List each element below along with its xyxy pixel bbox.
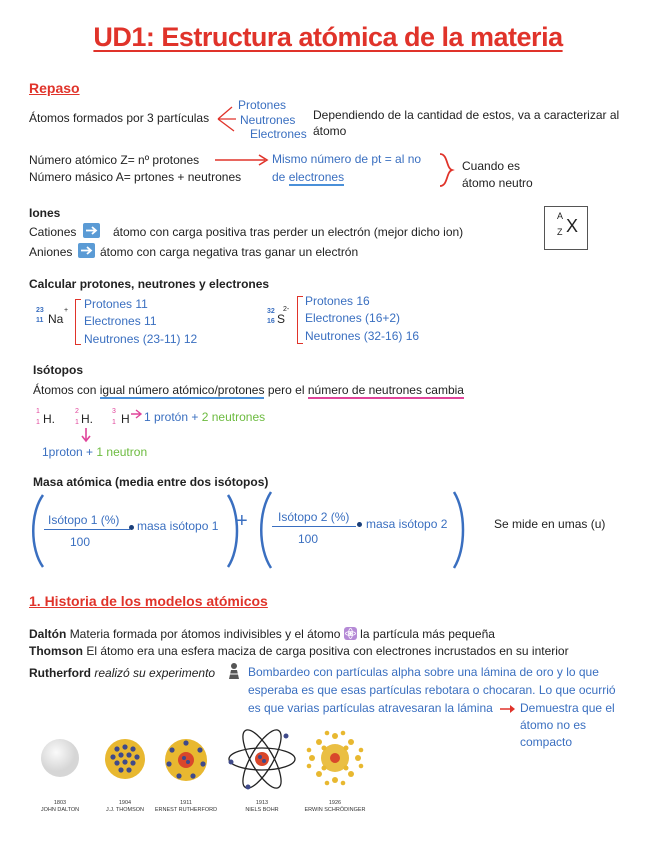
arrow-right-icon	[215, 154, 273, 166]
page-title: UD1: Estructura atómica de la materia	[93, 22, 563, 52]
s-electrones: Electrones (16+2)	[305, 311, 401, 325]
s-protones: Protones 16	[305, 294, 370, 308]
model-caption-dalton: 1803 JOHN DALTON	[40, 800, 80, 813]
exp-line-3: es que varias partículas atravesaran la lámina	[248, 701, 493, 715]
notation-x: X	[566, 216, 579, 236]
h2-mass: 2	[75, 408, 79, 415]
particle-protones: Protones	[238, 98, 287, 112]
masa1-label: masa isótopo 1	[137, 519, 219, 533]
h3-z: 1	[112, 419, 116, 426]
arrow-down-icon	[80, 428, 92, 444]
dot	[357, 522, 362, 527]
aniones-label: Aniones	[29, 245, 73, 259]
s-symbol: S	[277, 312, 286, 326]
paren-right	[452, 490, 466, 570]
numero-masico: Número másico A= prtones + neutrones	[29, 170, 242, 184]
unidad-text: Se mide en umas (u)	[494, 517, 606, 531]
h1-symbol: H.	[43, 412, 55, 426]
thomson-line: Thomson El átomo era una esfera maciza de carga positiva con electrones incrustados en su interior	[29, 644, 569, 658]
dalton-model	[40, 738, 80, 778]
h1-z: 1	[36, 419, 40, 426]
dot	[129, 525, 134, 530]
atom-icon	[344, 627, 357, 640]
cationes-text: átomo con carga positiva tras perder un electrón (mejor dicho ion)	[113, 225, 464, 239]
h3-note: 1 protón + 2 neutrones	[144, 410, 266, 424]
arrow-right-icon	[131, 408, 143, 420]
na-electrones: Electrones 11	[84, 314, 157, 328]
h3-mass: 3	[112, 408, 116, 415]
h3-symbol: H	[121, 412, 130, 426]
calcular-heading: Calcular protones, neutrones y electrones	[29, 277, 270, 291]
notation-z: Z	[557, 227, 563, 237]
dependiendo-text: Dependiendo de la cantidad de estos, va a caracterizar al	[313, 108, 620, 122]
model-caption-thomson: 1904 J.J. THOMSON	[105, 800, 145, 813]
de-electrones: de electrones	[272, 170, 345, 184]
den1: 100	[70, 535, 91, 549]
exp-line-2: esperaba es que esas partículas rebotara o chocaran. Lo que ocurrió	[248, 683, 616, 697]
den2: 100	[298, 532, 319, 546]
paren-left	[28, 493, 46, 569]
schrodinger-model	[302, 728, 368, 788]
conclusion-2: átomo no es	[520, 718, 587, 732]
cuando-es: Cuando es	[462, 159, 521, 173]
rutherford-line: Rutherford realizó su experimento	[29, 666, 216, 680]
h2-note: 1proton + 1 neutron	[42, 445, 148, 459]
exp-line-1: Bombardeo con partículas alpha sobre una lámina de oro y lo que	[248, 665, 599, 679]
fraction-line-2	[272, 526, 356, 527]
masa-heading: Masa atómica (media entre dos isótopos)	[33, 475, 269, 489]
na-mass: 23	[36, 307, 44, 314]
isotopos-heading: Isótopos	[33, 363, 83, 377]
iso2-label: Isótopo 2 (%)	[278, 510, 350, 524]
plus-sign: +	[236, 510, 248, 532]
na-symbol: Na	[48, 312, 64, 326]
model-caption-schrodinger: 1926 ERWIN SCHRÖDINGER	[304, 800, 366, 813]
masa2-label: masa isótopo 2	[366, 517, 448, 531]
iso1-label: Isótopo 1 (%)	[48, 513, 120, 527]
notation-a: A	[557, 211, 564, 221]
na-charge: +	[64, 307, 69, 314]
cationes-label: Cationes	[29, 225, 77, 239]
paren-left	[256, 490, 274, 570]
s-bracket	[297, 296, 303, 344]
fraction-line-1	[44, 529, 130, 530]
model-caption-bohr: 1913 NIELS BOHR	[245, 800, 279, 813]
bohr-model	[226, 724, 298, 794]
particle-electrones: Electrones	[250, 127, 307, 141]
numero-atomico: Número atómico Z= nº protones	[29, 153, 200, 167]
na-neutrones: Neutrones (23-11) 12	[84, 332, 198, 346]
thomson-model	[104, 738, 146, 780]
na-protones: Protones 11	[84, 297, 148, 311]
na-z: 11	[36, 317, 44, 324]
atomo-neutro: átomo neutro	[462, 176, 533, 190]
h2-z: 1	[75, 419, 79, 426]
model-caption-rutherford: 1911 ERNEST RUTHERFORD	[154, 800, 218, 813]
dalton-line: Daltón Materia formada por átomos indivisibles y el átomo la partícula más pequeña	[29, 627, 495, 641]
historia-heading: 1. Historia de los modelos atómicos	[29, 593, 268, 609]
iones-heading: Iones	[29, 206, 61, 220]
particle-neutrones: Neutrones	[240, 113, 296, 127]
s-neutrones: Neutrones (32-16) 16	[305, 329, 420, 343]
aniones-text: átomo con carga negativa tras ganar un electrón	[100, 245, 359, 259]
conclusion-3: compacto	[520, 735, 573, 749]
atomos-text: Átomos formados por 3 partículas	[29, 111, 210, 125]
dependiendo-text-2: átomo	[313, 124, 347, 138]
conclusion-1: Demuestra que el	[520, 701, 615, 715]
isotopos-line: Átomos con igual número atómico/protones pero el número de neutrones cambia	[33, 383, 464, 397]
arrow-right-icon	[500, 704, 518, 714]
mismo-numero: Mismo número de pt = al no	[272, 152, 422, 166]
repaso-heading: Repaso	[29, 80, 80, 96]
s-charge: 2-	[283, 306, 290, 313]
na-bracket	[75, 299, 81, 345]
h1-mass: 1	[36, 408, 40, 415]
arrow-box-icon	[78, 243, 95, 258]
h2-symbol: H.	[81, 412, 93, 426]
arrow-box-icon	[83, 223, 100, 238]
notation-box	[544, 206, 588, 250]
curly-brace	[438, 152, 454, 188]
rutherford-model	[163, 738, 209, 782]
s-mass: 32	[267, 308, 275, 315]
scientist-icon	[226, 662, 242, 680]
s-z: 16	[267, 318, 275, 325]
